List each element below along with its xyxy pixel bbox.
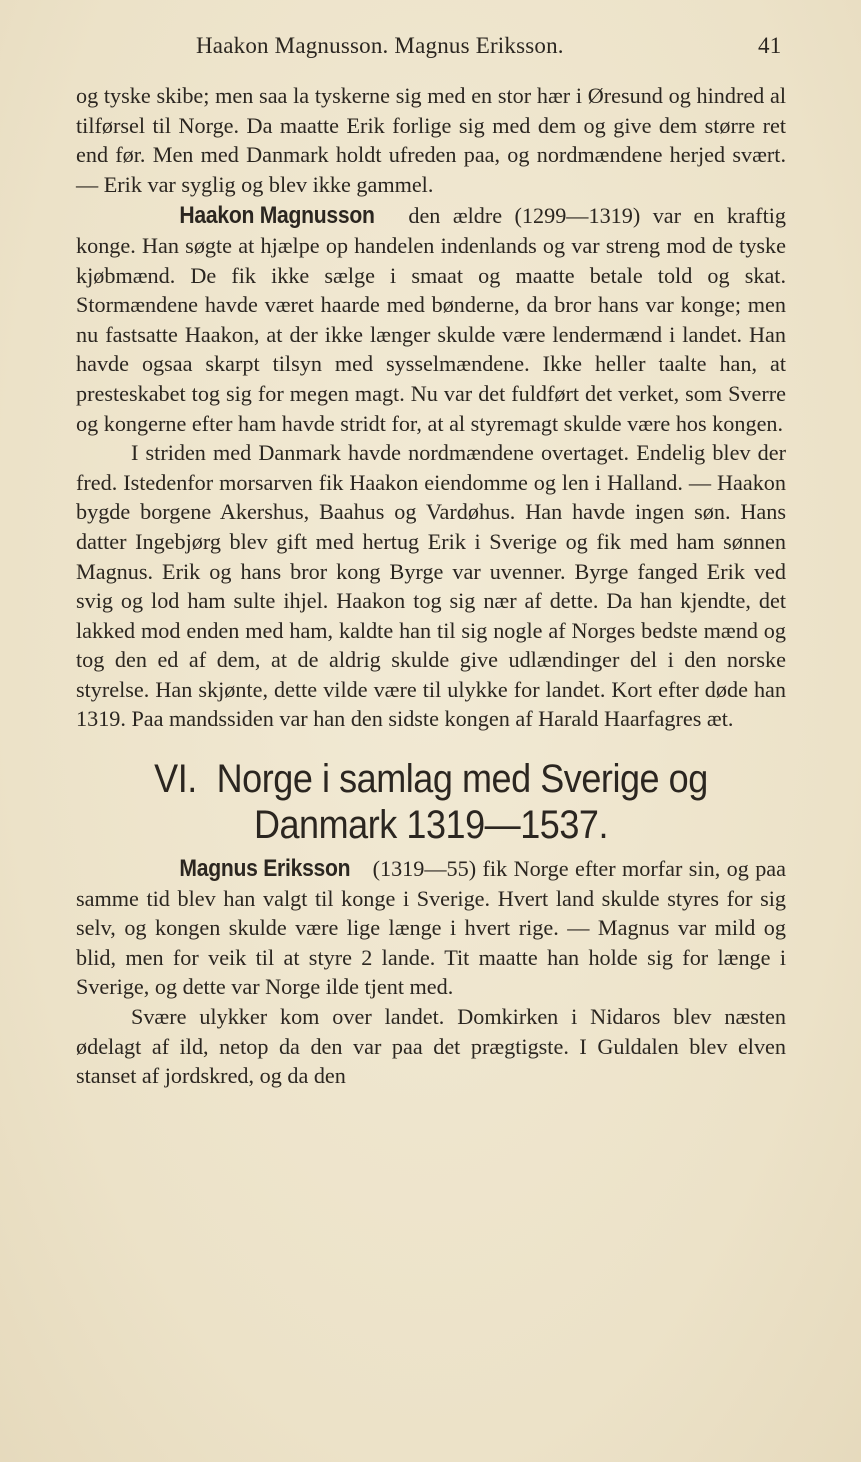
paragraph-text: (1319—55) fik Norge efter morfar sin, og paa samme tid blev han valgt til konge i Sverige. Hvert land skulde styres for sig selv, og kongen skulde være lige længe i hvert rige. — Magnus var mild og blid, men for veik til at styre 2 lande. Tit maatte han holde sig for længe i Sverige, og dette var Norge ilde tjent med. (76, 856, 786, 1000)
chapter-title-line-2: Danmark 1319—1537. (253, 803, 609, 848)
running-header (0, 33, 861, 67)
paragraph-text: og tyske skibe; men saa la tyskerne sig med en stor hær i Øresund og hindred al tilførsel til Norge. Da maatte Erik forlige sig med dem og give dem større ret end før. Men med Danmark holdt ufreden paa, og nordmændene herjed svært. — Erik var syglig og blev ikke gammel. (76, 83, 786, 197)
paragraph-haakon-magnusson (76, 201, 786, 438)
paragraph-text: Svære ulykker kom over landet. Domkirken i Nidaros blev næsten ødelagt af ild, netop da den var paa det prægtigste. I Guldalen blev elven stanset af jordskred, og da den (76, 1004, 786, 1089)
paragraph-magnus-eriksson (76, 854, 786, 1002)
lead-name-haakon: Haakon Magnusson (179, 202, 375, 230)
chapter-number: VI. (154, 757, 197, 802)
paragraph-ulykker (76, 1002, 786, 1091)
chapter-heading-line-1 (112, 756, 751, 802)
paragraph-erik-conclusion (76, 81, 786, 199)
lead-name-magnus: Magnus Eriksson (179, 855, 351, 883)
page-number: 41 (758, 33, 782, 58)
paragraph-danmark-striden (76, 438, 786, 734)
chapter-title-line-1: Norge i samlag med Sverige og (216, 757, 708, 802)
paragraph-text: den ældre (1299—1319) var en kraftig konge. Han søgte at hjælpe op handelen indenlands og var streng mod de tyske kjøbmænd. De fik ikke sælge i smaat og maatte betale told og skat. Stormændene havde været haarde med bønderne, da bror hans var konge; men nu fastsatte Haakon, at der ikke længer skulde være lendermænd i landet. Han havde ogsaa skarpt tilsyn med sysselmændene. Ikke heller taalte han, at presteskabet tog sig for megen magt. Nu var det fuldført det verket, som Sverre og kongerne efter ham havde stridt for, at al styremagt skulde være hos kongen. (76, 203, 786, 436)
paragraph-text: I striden med Danmark havde nordmændene overtaget. Endelig blev der fred. Istedenfor morsarven fik Haakon eiendomme og len i Halland. — Haakon bygde borgene Akershus, Baahus og Vardøhus. Han havde ingen søn. Hans datter Ingebjørg blev gift med hertug Erik i Sverige og fik med ham sønnen Magnus. Erik og hans bror kong Byrge var uvenner. Byrge fanged Erik ved svig og lod ham sulte ihjel. Haakon tog sig nær af dette. Da han kjendte, det lakked mod enden med ham, kaldte han til sig nogle af Norges bedste mænd og tog den ed af dem, at de aldrig skulde give udlændinger del i den norske styrelse. Han skjønte, dette vilde være til ulykke for landet. Kort efter døde han 1319. Paa mandssiden var han den sidste kongen af Harald Haarfagres æt. (76, 440, 786, 732)
page-body (76, 81, 786, 1091)
running-title: Haakon Magnusson. Magnus Eriksson. (196, 33, 564, 58)
chapter-heading (76, 756, 786, 848)
